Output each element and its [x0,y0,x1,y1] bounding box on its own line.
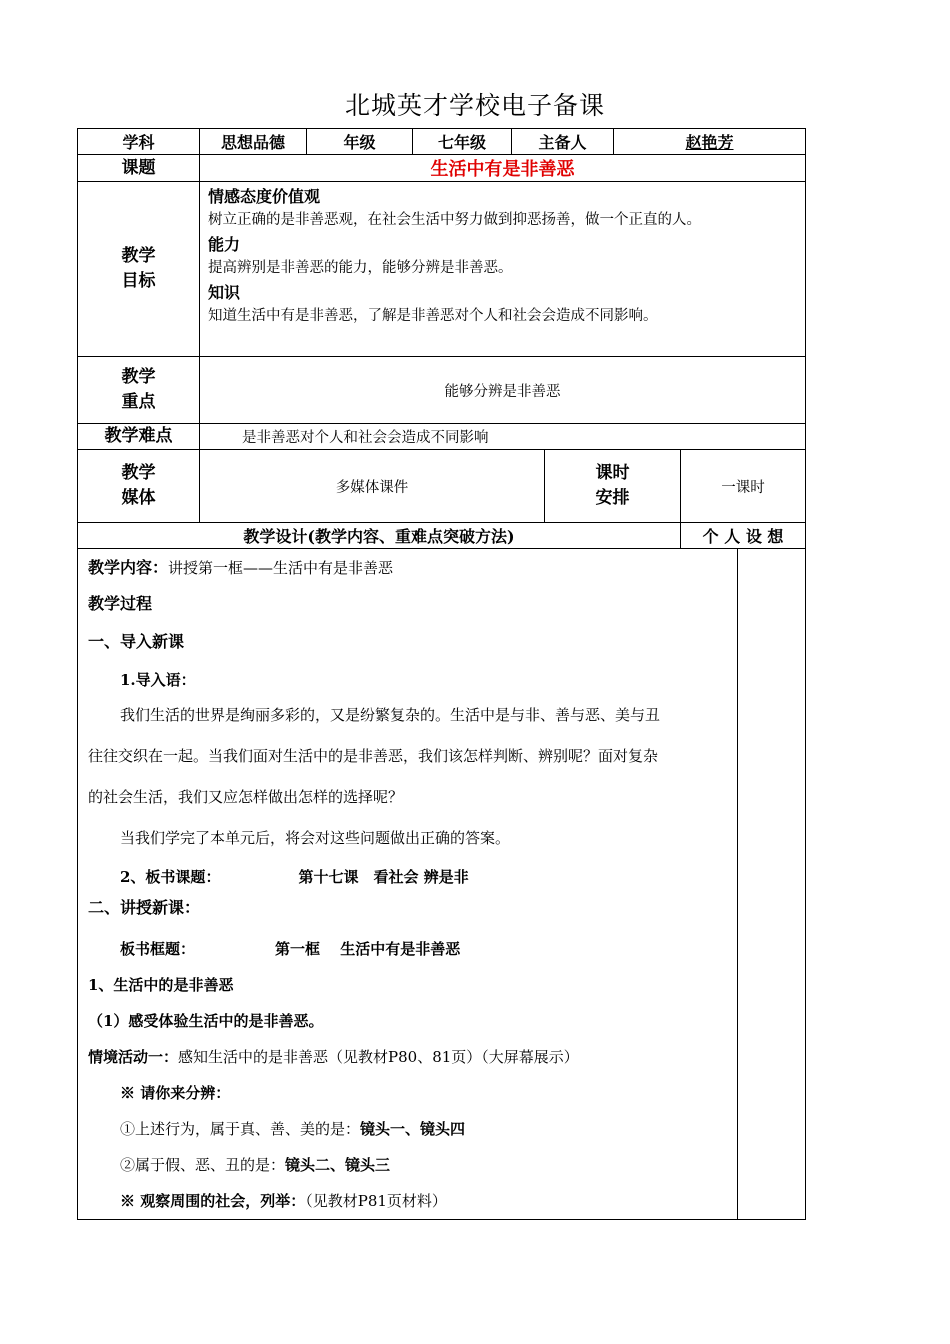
media-label-2: 媒体 [121,488,156,508]
personal-notes-cell [738,549,806,1220]
subject-label: 学科 [78,129,200,155]
question2-label: ※ 观察周围的社会，列举： [120,1192,306,1210]
activity-label: 情境活动一： [88,1048,179,1066]
design-content-row [78,549,806,1220]
frame-label: 板书框题： [120,940,196,958]
page-title: 北城英才学校电子备课 [344,91,605,120]
key-points-label-2: 重点 [121,392,156,412]
answer1-bold: 镜头一、镜头四 [360,1120,466,1138]
schedule-label-1: 课时 [595,463,630,483]
intro-para-line-1: 我们生活的世界是绚丽多彩的，又是纷繁复杂的。生活中是与非、善与恶、美与丑 [120,706,661,724]
answer1-text: ①上述行为，属于真、善、美的是： [120,1120,361,1138]
grade-label: 年级 [307,129,413,155]
schedule-label [545,450,681,523]
activity-line [88,1039,727,1075]
objectives-row [78,182,806,357]
board-label: 2、板书课题： [120,868,221,886]
preparer-label: 主备人 [512,129,614,155]
key-points-label-1: 教学 [121,367,156,387]
media-label [78,450,200,523]
emotion-heading: 情感态度价值观 [208,187,321,206]
design-header: 教学设计(教学内容、重难点突破方法) [78,523,681,549]
process-heading: 教学过程 [88,594,153,613]
header-row [78,129,806,155]
intro-para-line-2: 往往交织在一起。当我们面对生活中的是非善恶，我们该怎样判断、辨别呢？面对复杂 [88,747,659,765]
media-label-1: 教学 [121,463,156,483]
subject-value: 思想品德 [200,129,307,155]
difficulties-value: 是非善恶对个人和社会会造成不同影响 [200,424,806,450]
media-row [78,450,806,523]
answer2-bold: 镜头二、镜头三 [285,1156,391,1174]
key-points-value: 能够分辨是非善恶 [200,357,806,424]
knowledge-heading: 知识 [208,283,241,302]
media-value: 多媒体课件 [200,450,545,523]
objectives-content [200,182,806,357]
content-label: 教学内容： [88,558,169,577]
content-value: 讲授第一框——生活中有是非善恶 [168,559,394,577]
objectives-label [78,182,200,357]
answer2-text: ②属于假、恶、丑的是： [120,1156,286,1174]
frame-line [88,931,727,967]
schedule-label-2: 安排 [595,488,630,508]
answer2-line [88,1147,727,1183]
question1-label: ※ 请你来分辨： [120,1084,231,1102]
grade-value: 七年级 [413,129,512,155]
key-points-label [78,357,200,424]
answer1-line [88,1111,727,1147]
section1-heading: 一、导入新课 [88,632,185,651]
board-line [88,859,727,895]
topic-value: 生活中有是非善恶 [200,155,806,182]
design-header-row [78,523,806,549]
emotion-text: 树立正确的是非善恶观，在社会生活中努力做到抑恶扬善，做一个正直的人。 [208,212,701,228]
topic-label: 课题 [78,155,200,182]
ability-text: 提高辨别是非善恶的能力，能够分辨是非善恶。 [208,260,513,276]
objectives-label-2: 目标 [121,271,156,291]
objectives-label-1: 教学 [121,246,156,266]
board-value: 第十七课 看社会 辨是非 [298,868,469,886]
key-points-row [78,357,806,424]
design-content [78,549,738,1220]
preparer-name: 赵艳芳 [685,133,734,152]
difficulties-label: 教学难点 [78,424,200,450]
point1-heading: 1、生活中的是非善恶 [88,976,234,994]
lesson-plan-table [77,128,806,1220]
schedule-value: 一课时 [681,450,806,523]
personal-header: 个 人 设 想 [681,523,806,549]
section2-heading: 二、讲授新课： [88,898,201,917]
difficulties-row [78,424,806,450]
point1-subheading: （1）感受体验生活中的是非善恶。 [88,1012,324,1030]
intro-para-2: 当我们学完了本单元后，将会对这些问题做出正确的答案。 [120,829,511,847]
intro-para-line-3: 的社会生活，我们又应怎样做出怎样的选择呢？ [88,788,404,806]
frame-value: 第一框 生活中有是非善恶 [275,940,461,958]
activity-value: 感知生活中的是非善恶（见教材P80、81页）（大屏幕展示） [178,1048,579,1066]
ability-heading: 能力 [208,235,241,254]
intro-label: 1.导入语： [120,671,196,689]
preparer-value [614,129,806,155]
question2-value: （见教材P81页材料） [305,1192,447,1210]
topic-row [78,155,806,182]
content-line [88,555,727,581]
knowledge-text: 知道生活中有是非善恶，了解是非善恶对个人和社会会造成不同影响。 [208,308,658,324]
question2-line [88,1183,727,1219]
